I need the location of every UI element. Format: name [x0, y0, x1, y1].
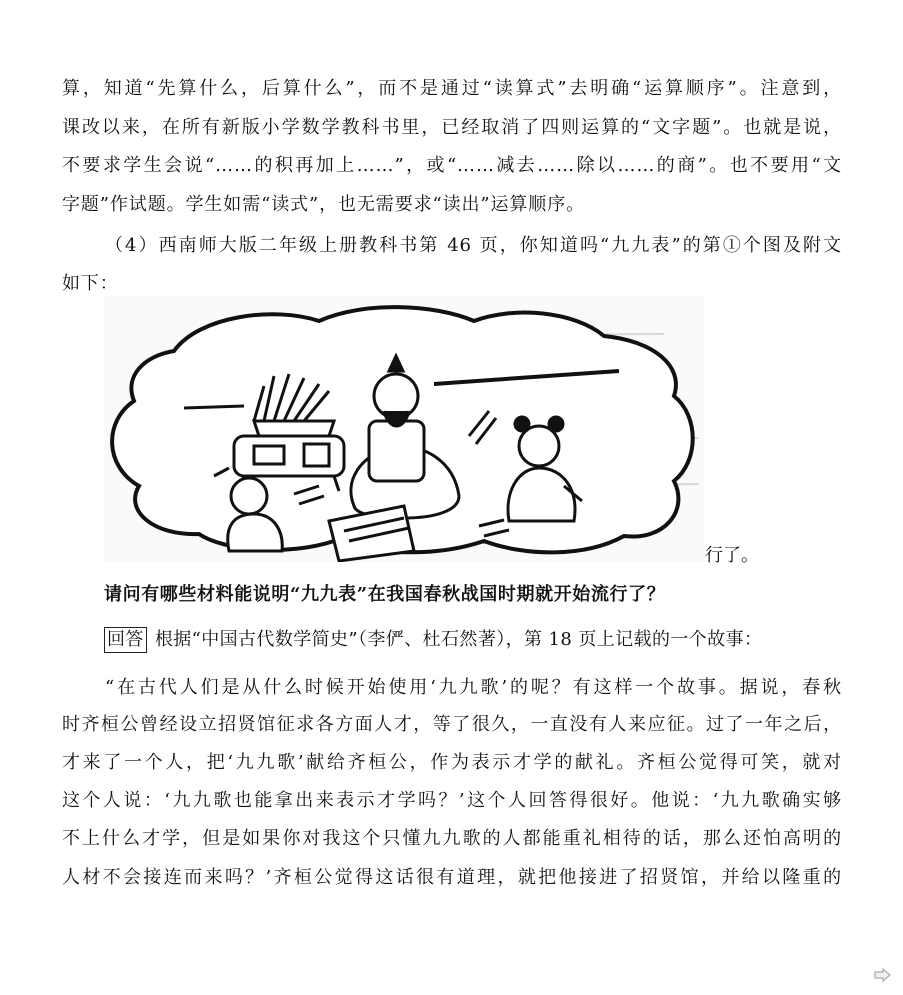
text-line: 如下：: [62, 273, 119, 294]
text-line: 这个人说：‘九九歌也能拿出来表示才学吗？’这个人回答得很好。他说：‘九九歌确实够: [62, 790, 842, 811]
text-line: 时齐桓公曾经设立招贤馆征求各方面人才，等了很久，一直没有人来应征。过了一年之后，: [62, 714, 842, 735]
text-line: 不要求学生会说“……的积再加上……”，或“……减去……除以……的商”。也不要用“文: [62, 155, 842, 176]
answer-text: 根据“中国古代数学简史”（李俨、杜石然著），第 18 页上记载的一个故事：: [154, 629, 763, 650]
question-text: 请问有哪些材料能说明“九九表”在我国春秋战国时期就开始流行了？: [104, 584, 666, 605]
figure-caption-tail: 行了。: [705, 545, 759, 566]
text-line: 字题”作试题。学生如需“读式”，也无需要求“读出”运算顺序。: [62, 194, 586, 215]
text-line: “在古代人们是从什么时候开始使用‘九九歌’的呢？有这样一个故事。据说，春秋: [105, 677, 842, 698]
text-line: （4）西南师大版二年级上册教科书第 46 页，你知道吗“九九表”的第①个图及附文: [105, 235, 842, 256]
answer-label: 回答: [104, 627, 147, 653]
text-line: 算，知道“先算什么，后算什么”，而不是通过“读算式”去明确“运算顺序”。注意到，: [62, 78, 842, 99]
text-line: 不上什么才学，但是如果你对我这个只懂九九歌的人都能重礼相待的话，那么还怕高明的: [62, 828, 842, 849]
text-line: 课改以来，在所有新版小学数学教科书里，已经取消了四则运算的“文字题”。也就是说，: [62, 117, 842, 138]
answer-row: [104, 626, 762, 654]
text-line: 才来了一个人，把‘九九歌’献给齐桓公，作为表示才学的献礼。齐桓公觉得可笑，就对: [62, 752, 842, 773]
figure-illustration: [104, 296, 704, 562]
illustration-scholar-children-icon: [104, 296, 704, 562]
next-page-arrow-icon[interactable]: [874, 968, 892, 982]
text-line: 人材不会接连而来吗？’齐桓公觉得这话很有道理，就把他接进了招贤馆，并给以隆重的: [62, 867, 842, 888]
